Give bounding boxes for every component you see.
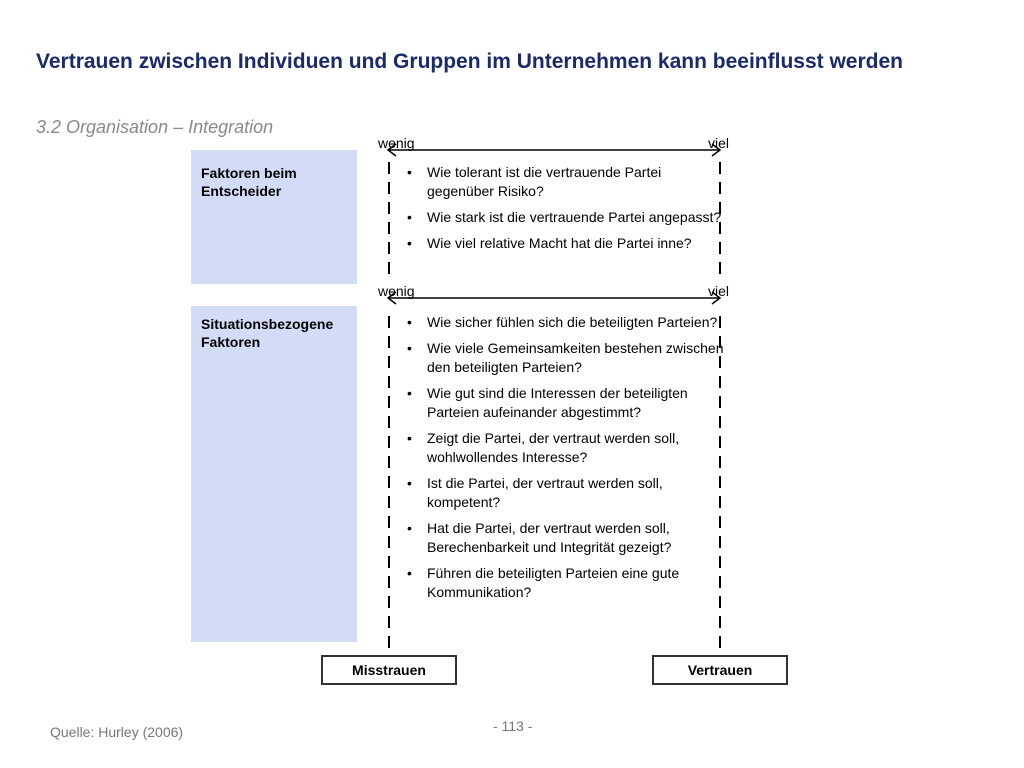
scale-bottom-arrow xyxy=(386,291,722,305)
situation-factor-item: • Führen die beteiligten Parteien eine gute Kommunikation? xyxy=(407,565,680,600)
distrust-endpoint-box: Misstrauen xyxy=(321,655,457,685)
decider-factor-item: • Wie stark ist die vertrauende Partei angepasst? xyxy=(407,209,722,225)
situation-factor-item: • Wie viele Gemeinsamkeiten bestehen zwischen den beteiligten Parteien? xyxy=(407,340,724,375)
situation-factor-item: • Wie sicher fühlen sich die beteiligten Parteien? xyxy=(407,314,718,330)
scale-bottom-left-label: wenig xyxy=(378,283,415,299)
source-note: Quelle: Hurley (2006) xyxy=(50,724,184,740)
decider-factors-box xyxy=(191,150,357,284)
situation-factors-box xyxy=(191,306,357,642)
situation-factor-item: • Hat die Partei, der vertraut werden soll, Berechenbarkeit und Integrität gezeigt? xyxy=(407,520,672,555)
trust-endpoint-box: Vertrauen xyxy=(652,655,788,685)
decider-factor-list xyxy=(405,163,725,260)
situation-factor-item: • Ist die Partei, der vertraut werden soll, kompetent? xyxy=(407,475,663,510)
scale-top-right-label: viel xyxy=(708,135,730,151)
page-subtitle: 3.2 Organisation – Integration xyxy=(36,117,274,137)
left-dashed-line-bottom xyxy=(387,316,391,656)
decider-factor-item: • Wie tolerant ist die vertrauende Partei gegenüber Risiko? xyxy=(407,164,662,199)
page-number: - 113 - xyxy=(493,718,533,734)
scale-top-left-label: wenig xyxy=(378,135,415,151)
decider-factors-label: Faktoren beim Entscheider xyxy=(201,165,297,199)
situation-factor-item: • Wie gut sind die Interessen der beteiligten Parteien aufeinander abgestimmt? xyxy=(407,385,688,420)
scale-top-arrow xyxy=(386,143,722,157)
scale-bottom-right-label: viel xyxy=(708,283,730,299)
situation-factor-list xyxy=(405,313,725,609)
left-dashed-line-top xyxy=(387,162,391,282)
page-title: Vertrauen zwischen Individuen und Gruppen im Unternehmen kann beeinflusst werden xyxy=(36,50,903,73)
decider-factor-item: • Wie viel relative Macht hat die Partei inne? xyxy=(407,235,692,251)
situation-factors-label: Situationsbezogene Faktoren xyxy=(201,316,334,350)
situation-factor-item: • Zeigt die Partei, der vertraut werden soll, wohlwollendes Interesse? xyxy=(407,430,680,465)
